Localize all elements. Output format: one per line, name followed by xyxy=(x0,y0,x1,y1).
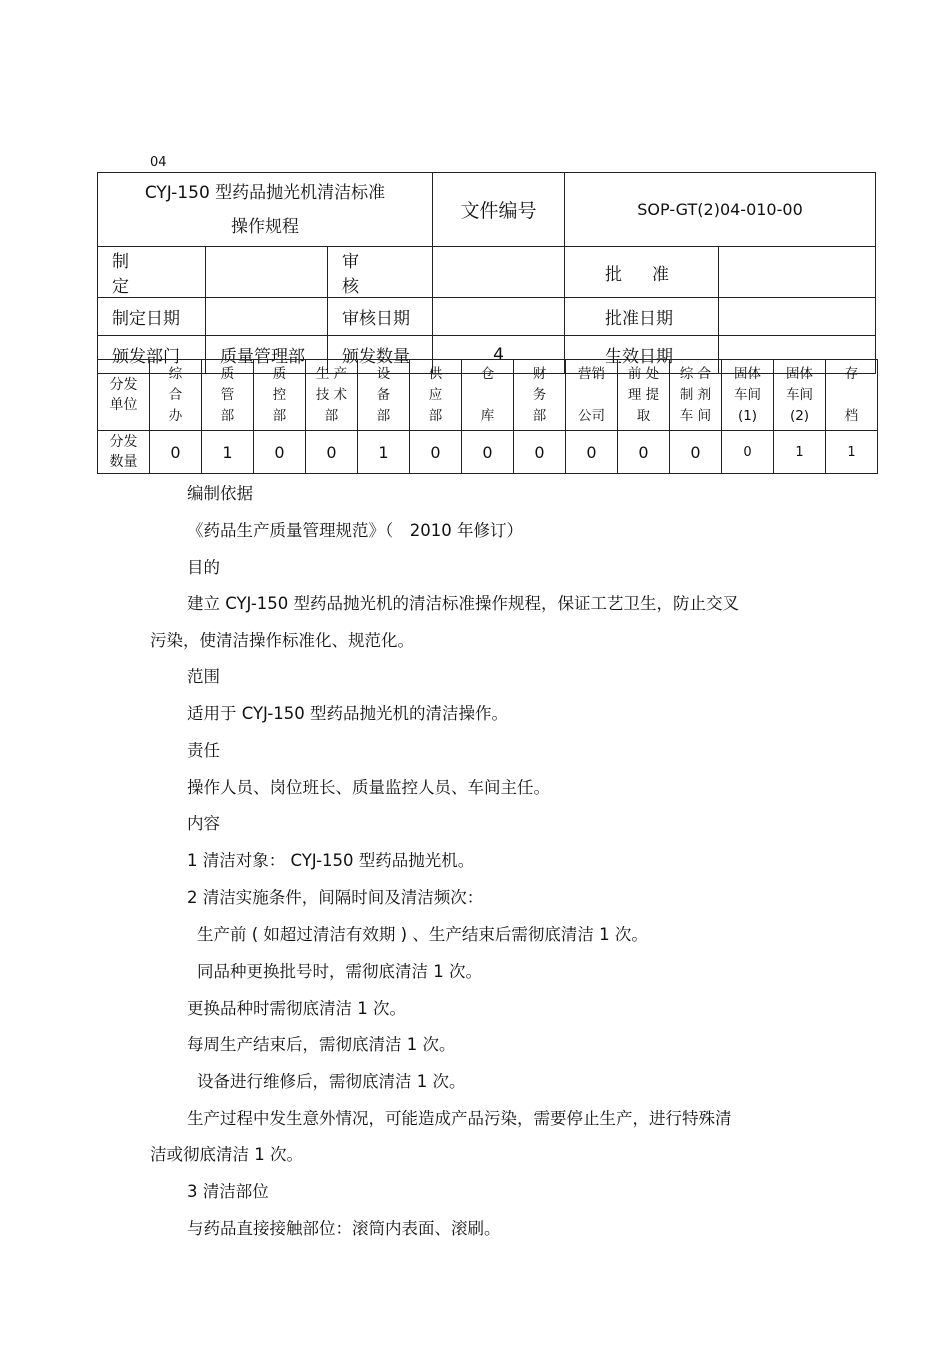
approved-date-label: 批准日期 xyxy=(565,298,719,336)
distribution-dept-line: 仓 xyxy=(480,365,495,382)
title-line-1: CYJ-150 型药品抛光机清洁标准 xyxy=(144,182,386,203)
distribution-dept-line: 固体 xyxy=(786,365,813,382)
distribution-dept-line: 理 提 xyxy=(627,386,660,403)
body-line: 2 清洁实施条件，间隔时间及清洁频次： xyxy=(187,888,484,907)
prepared-value xyxy=(206,247,328,298)
distribution-dept-cell xyxy=(254,360,306,431)
distribution-dept-name xyxy=(533,364,547,427)
distribution-dept-line: 车间 xyxy=(786,386,813,403)
distribution-dept-cell xyxy=(514,360,566,431)
approved-label: 批准 xyxy=(565,247,719,298)
body-line: 设备进行维修后，需彻底清洁 1 次。 xyxy=(197,1072,466,1091)
body-line: 生产前 ( 如超过清洁有效期 ) 、生产结束后需彻底清洁 1 次。 xyxy=(197,925,648,944)
distribution-unit-text: 分发单位 xyxy=(109,377,138,413)
body-line: 生产过程中发生意外情况，可能造成产品污染，需要停止生产，进行特殊清 xyxy=(187,1109,732,1128)
body-line: 1 清洁对象： CYJ-150 型药品抛光机。 xyxy=(187,851,475,870)
distribution-qty-cell: 0 xyxy=(306,431,358,474)
distribution-dept-line: 部 xyxy=(428,407,443,424)
distribution-dept-line: 存 xyxy=(844,365,859,382)
body-line: 《药品生产质量管理规范》（ 2010 年修订） xyxy=(187,521,523,540)
distribution-dept-line: 应 xyxy=(428,386,443,403)
distribution-dept-line: 质 xyxy=(272,365,287,382)
distribution-qty-cell: 1 xyxy=(774,431,826,474)
distribution-qty-cell: 1 xyxy=(826,431,878,474)
distribution-qty-cell: 0 xyxy=(566,431,618,474)
distribution-qty-cell: 0 xyxy=(514,431,566,474)
distribution-dept-name xyxy=(169,364,183,427)
body-line: 内容 xyxy=(187,814,220,833)
prepared-label: 制定 xyxy=(98,247,206,298)
distribution-dept-line: 供 xyxy=(428,365,443,382)
distribution-dept-line xyxy=(845,385,859,406)
distribution-qty-cell: 0 xyxy=(670,431,722,474)
distribution-dept-name xyxy=(273,364,287,427)
distribution-dept-line: 综 合 xyxy=(679,365,712,382)
distribution-dept-line: 管 xyxy=(220,386,235,403)
distribution-dept-line: 库 xyxy=(480,407,495,424)
distribution-dept-line xyxy=(578,385,605,406)
distribution-dept-name xyxy=(578,364,605,427)
distribution-dept-name xyxy=(628,364,659,427)
body-line: 洁或彻底清洁 1 次。 xyxy=(150,1145,303,1164)
distribution-dept-name xyxy=(221,364,235,427)
distribution-dept-line: 制 剂 xyxy=(679,386,712,403)
distribution-dept-cell xyxy=(618,360,670,431)
title-line-2: 操作规程 xyxy=(231,216,299,237)
distribution-dept-line: 前 处 xyxy=(627,365,660,382)
distribution-dept-line: 控 xyxy=(272,386,287,403)
reviewed-value xyxy=(433,247,565,298)
distribution-dept-cell xyxy=(462,360,514,431)
doc-no-value: SOP-GT(2)04-010-00 xyxy=(565,173,876,247)
distribution-dept-line: (1) xyxy=(737,407,758,424)
distribution-dept-line: 办 xyxy=(168,407,183,424)
distribution-dept-line: 质 xyxy=(220,365,235,382)
issuing-dept-label: 颁发部门 xyxy=(98,336,206,374)
body-line: 编制依据 xyxy=(187,484,253,503)
distribution-dept-name xyxy=(316,364,347,427)
distribution-qty-cell: 0 xyxy=(618,431,670,474)
approved-value xyxy=(719,247,876,298)
distribution-qty-cell: 1 xyxy=(358,431,410,474)
issue-qty-label: 颁发数量 xyxy=(328,336,433,374)
distribution-dept-cell xyxy=(566,360,618,431)
distribution-dept-line: 合 xyxy=(168,386,183,403)
body-line: 同品种更换批号时，需彻底清洁 1 次。 xyxy=(197,962,482,981)
distribution-dept-line: (2) xyxy=(789,407,810,424)
reviewed-date-value xyxy=(433,298,565,336)
body-line: 3 清洁部位 xyxy=(187,1182,269,1201)
distribution-qty-text: 分发数量 xyxy=(109,434,138,470)
page-number: 04 xyxy=(150,155,167,170)
body-line: 建立 CYJ-150 型药品抛光机的清洁标准操作规程，保证工艺卫生，防止交叉 xyxy=(187,594,740,613)
body-line: 与药品直接接触部位：滚筒内表面、滚刷。 xyxy=(187,1219,501,1238)
distribution-dept-line: 综 xyxy=(168,365,183,382)
document-title xyxy=(98,173,433,247)
distribution-dept-cell xyxy=(774,360,826,431)
body-line: 操作人员、岗位班长、质量监控人员、车间主任。 xyxy=(187,778,550,797)
distribution-qty-cell: 0 xyxy=(462,431,514,474)
distribution-dept-line: 部 xyxy=(376,407,391,424)
distribution-dept-line: 务 xyxy=(532,386,547,403)
distribution-dept-name xyxy=(845,364,859,427)
distribution-qty-cell: 0 xyxy=(254,431,306,474)
body-line: 更换品种时需彻底清洁 1 次。 xyxy=(187,999,406,1018)
distribution-dept-line: 财 xyxy=(532,365,547,382)
distribution-dept-line: 部 xyxy=(324,407,339,424)
distribution-dept-line: 固体 xyxy=(734,365,761,382)
body-line: 范围 xyxy=(187,667,220,686)
distribution-dept-cell xyxy=(150,360,202,431)
body-line: 责任 xyxy=(187,741,220,760)
approved-date-value xyxy=(719,298,876,336)
issuing-dept-value: 质量管理部 xyxy=(206,336,328,374)
distribution-dept-line: 备 xyxy=(376,386,391,403)
distribution-dept-cell xyxy=(670,360,722,431)
distribution-qty-cell: 0 xyxy=(150,431,202,474)
body-line: 污染，使清洁操作标准化、规范化。 xyxy=(150,631,414,650)
distribution-dept-line: 部 xyxy=(272,407,287,424)
distribution-dept-line: 设 xyxy=(376,365,391,382)
distribution-dept-cell xyxy=(410,360,462,431)
distribution-dept-cell xyxy=(722,360,774,431)
reviewed-label: 审核 xyxy=(328,247,433,298)
body-line: 目的 xyxy=(187,558,220,577)
distribution-dept-line: 部 xyxy=(532,407,547,424)
distribution-dept-name xyxy=(429,364,443,427)
distribution-dept-line: 取 xyxy=(636,407,651,424)
prepared-date-label: 制定日期 xyxy=(98,298,206,336)
distribution-dept-cell xyxy=(358,360,410,431)
distribution-dept-line: 部 xyxy=(220,407,235,424)
distribution-dept-cell xyxy=(202,360,254,431)
distribution-dept-line: 营销 xyxy=(578,365,605,382)
distribution-qty-cell: 1 xyxy=(202,431,254,474)
distribution-qty-label xyxy=(98,431,150,474)
distribution-dept-line: 生 产 xyxy=(315,365,348,382)
body-line: 每周生产结束后，需彻底清洁 1 次。 xyxy=(187,1035,456,1054)
distribution-unit-label xyxy=(98,360,150,431)
prepared-date-value xyxy=(206,298,328,336)
distribution-dept-name xyxy=(481,364,495,427)
effective-date-label: 生效日期 xyxy=(565,336,719,374)
distribution-dept-name xyxy=(734,364,761,427)
distribution-dept-line: 公司 xyxy=(578,407,605,424)
distribution-dept-line: 车间 xyxy=(734,386,761,403)
doc-no-label: 文件编号 xyxy=(433,173,565,247)
distribution-dept-name xyxy=(377,364,391,427)
document-header-table xyxy=(97,172,876,374)
distribution-dept-cell xyxy=(306,360,358,431)
distribution-dept-line: 技 术 xyxy=(315,386,348,403)
distribution-qty-cell: 0 xyxy=(722,431,774,474)
reviewed-date-label: 审核日期 xyxy=(328,298,433,336)
issue-qty-value: 4 xyxy=(433,336,565,374)
distribution-dept-name xyxy=(680,364,711,427)
distribution-dept-cell xyxy=(826,360,878,431)
distribution-dept-line xyxy=(481,385,495,406)
distribution-dept-line: 车 间 xyxy=(679,407,712,424)
distribution-dept-line: 档 xyxy=(844,407,859,424)
distribution-table xyxy=(97,359,878,474)
distribution-qty-cell: 0 xyxy=(410,431,462,474)
distribution-dept-name xyxy=(786,364,813,427)
body-line: 适用于 CYJ-150 型药品抛光机的清洁操作。 xyxy=(187,704,509,723)
